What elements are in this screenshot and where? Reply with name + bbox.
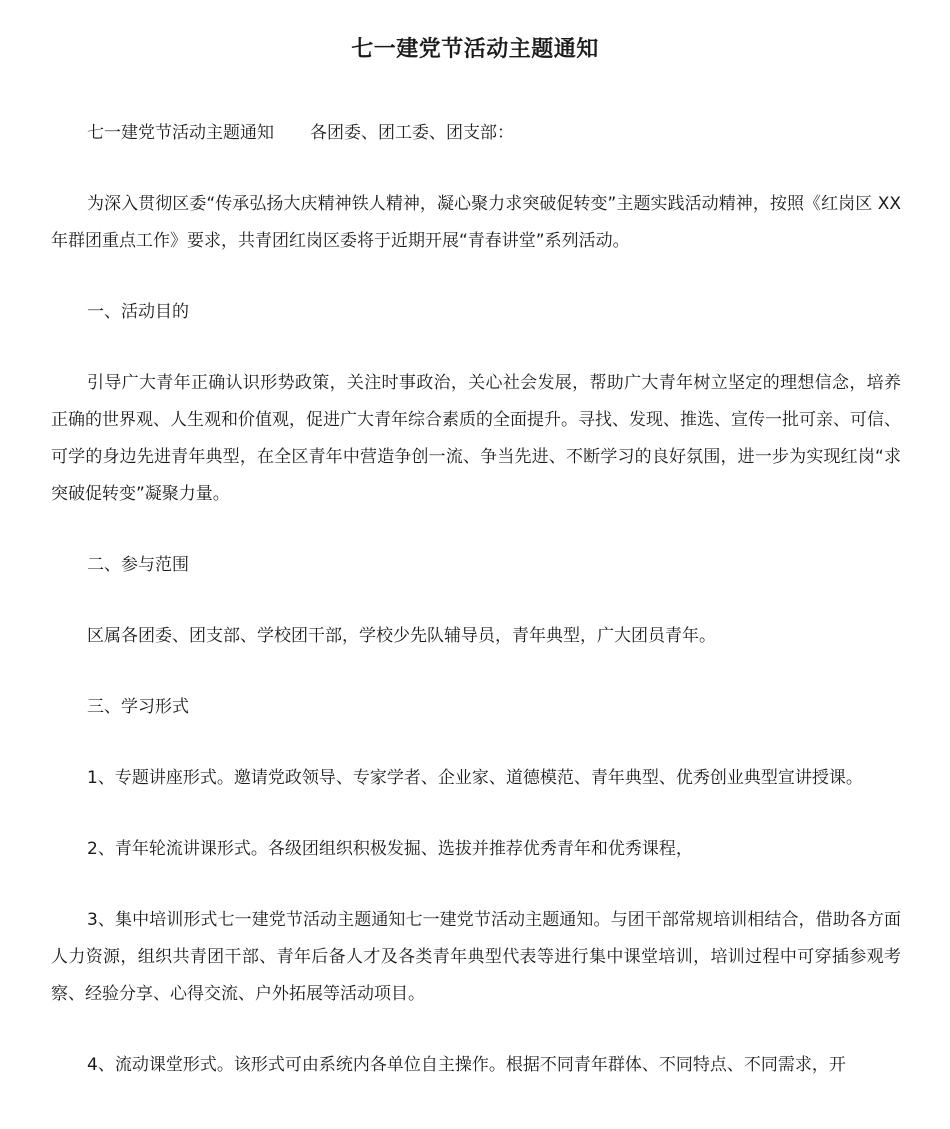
document-body: [51, 115, 901, 1118]
paragraph-scope: 区属各团委、团支部、学校团干部，学校少先队辅导员，青年典型，广大团员青年。: [87, 626, 716, 646]
salutation: 各团委、团工委、团支部：: [310, 123, 514, 143]
list-item-lecture: 1、专题讲座形式。邀请党政领导、专家学者、企业家、道德模范、青年典型、优秀创业典型宣讲授课。: [87, 768, 863, 788]
section-heading-format: 三、学习形式: [87, 697, 189, 717]
paragraph-purpose: 引导广大青年正确认识形势政策，关注时事政治，关心社会发展，帮助广大青年树立坚定的理想信念，培养正确的世界观、人生观和价值观，促进广大青年综合素质的全面提升。寻找、发现、推选、宣传一批可亲、可信、可学的身边先进青年典型，在全区青年中营造争创一流、争当先进、不断学习的良好氛围，进一步为实现红岗“求突破促转变”凝聚力量。: [51, 373, 901, 504]
section-heading-scope: 二、参与范围: [87, 555, 189, 575]
list-item-mobile: 4、流动课堂形式。该形式可由系统内各单位自主操作。根据不同青年群体、不同特点、不同需求，开: [87, 1055, 846, 1075]
section-heading-purpose: 一、活动目的: [87, 302, 189, 322]
document-title: 七一建党节活动主题通知: [351, 37, 599, 62]
intro-line: [51, 115, 901, 152]
list-item-training: 3、集中培训形式七一建党节活动主题通知七一建党节活动主题通知。与团干部常规培训相结合，借助各方面人力资源，组织共青团干部、青年后备人才及各类青年典型代表等进行集中课堂培训，培训过程中可穿插参观考察、经验分享、心得交流、户外拓展等活动项目。: [51, 910, 901, 1004]
intro-title: 七一建党节活动主题通知: [87, 123, 274, 143]
paragraph-background: 为深入贯彻区委“传承弘扬大庆精神铁人精神，凝心聚力求突破促转变”主题实践活动精神，按照《红岗区 XX 年群团重点工作》要求，共青团红岗区委将于近期开展“青春讲堂”系列活动。: [51, 194, 901, 251]
list-item-rotation: 2、青年轮流讲课形式。各级团组织积极发掘、选拔并推荐优秀青年和优秀课程，: [87, 839, 693, 859]
